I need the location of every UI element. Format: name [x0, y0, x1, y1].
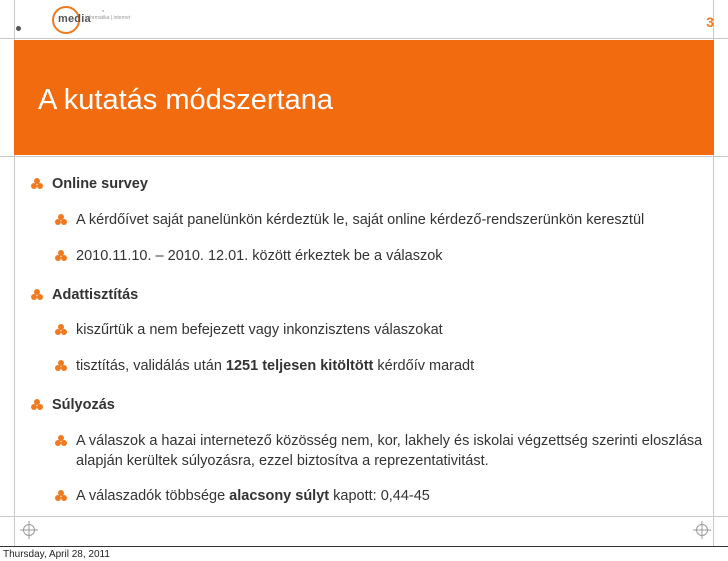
bullet-text: kiszűrtük a nem befejezett vagy inkonzisztens válaszokat — [76, 322, 443, 338]
triple-dot-bullet-icon — [54, 249, 68, 263]
logo-mark: a — [102, 8, 105, 13]
bullet-text: A válaszok a hazai internetező közösség nem, kor, lakhely és iskolai végzettség szerinti eloszlása alapján kerültek súlyozásra, ezzel biztosítva a reprezentativitást. — [76, 433, 703, 469]
logo-word: media — [58, 13, 91, 25]
bullet-survey-panel — [54, 210, 704, 230]
triple-dot-bullet-icon — [54, 434, 68, 448]
bullet-weighting-basis — [54, 431, 704, 471]
bullet-low-weight — [54, 486, 704, 506]
bullet-weighting — [30, 395, 115, 415]
bullet-data-cleaning — [30, 285, 138, 305]
triple-dot-bullet-icon — [30, 177, 44, 191]
guide-line-header-bottom — [0, 156, 728, 157]
bullet-survey-dates — [54, 246, 704, 266]
crosshair-icon — [20, 521, 38, 539]
triple-dot-bullet-icon — [54, 359, 68, 373]
highlight-weight: alacsony súlyt — [229, 488, 330, 504]
bullet-text: A kérdőívet saját panelünkön kérdeztük le, saját online kérdező-rendszerünkön keresztül — [76, 212, 645, 228]
logo-subtitle: informatika | internet — [85, 15, 131, 21]
bullet-text: Súlyozás — [52, 397, 115, 413]
footer-date: Thursday, April 28, 2011 — [3, 549, 110, 560]
footer-divider — [0, 546, 728, 547]
triple-dot-bullet-icon — [54, 213, 68, 227]
guide-line-bottom — [0, 516, 728, 517]
bullet-validated — [54, 356, 704, 376]
page-number: 3 — [706, 14, 714, 30]
bullet-text: A válaszadók többsége alacsony súlyt kapott: 0,44-45 — [76, 488, 430, 504]
triple-dot-bullet-icon — [30, 288, 44, 302]
bullet-text: tisztítás, validálás után 1251 teljesen kitöltött kérdőív maradt — [76, 358, 475, 374]
crosshair-icon — [693, 521, 711, 539]
triple-dot-bullet-icon — [54, 489, 68, 503]
bullet-text: 2010.11.10. – 2010. 12.01. között érkeztek be a válaszok — [76, 248, 443, 264]
triple-dot-bullet-icon — [54, 323, 68, 337]
triple-dot-bullet-icon — [30, 398, 44, 412]
bullet-online-survey — [30, 174, 148, 194]
bullet-filtered — [54, 320, 704, 340]
bullet-text: Adattisztítás — [52, 287, 139, 303]
highlight-count: 1251 teljesen kitöltött — [225, 358, 374, 374]
slide-title: A kutatás módszertana — [38, 84, 333, 116]
bullet-text: Online survey — [52, 176, 148, 192]
guide-line-top — [0, 38, 728, 39]
